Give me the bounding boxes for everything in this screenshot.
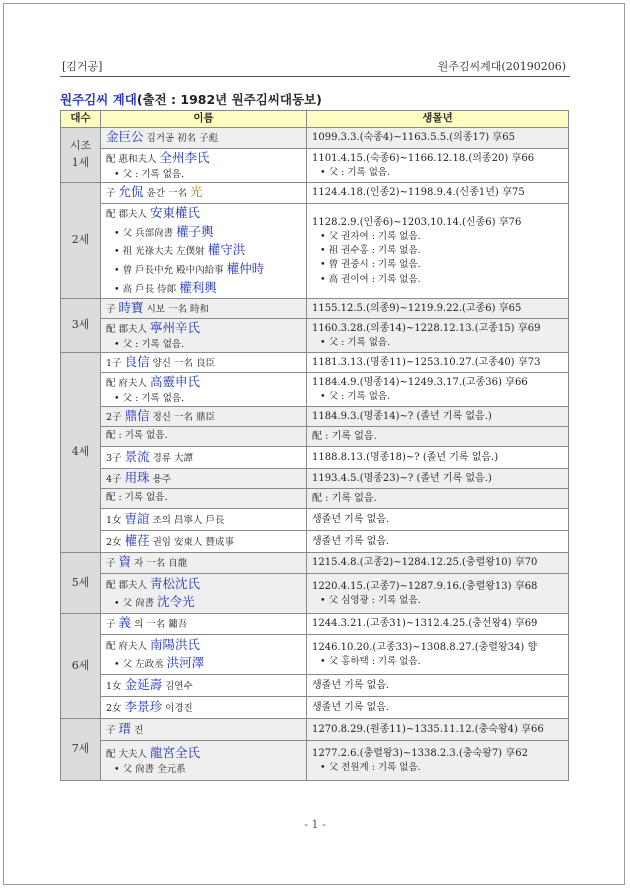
col-header-name: 이름 (101, 111, 307, 128)
table-row (61, 372, 569, 406)
table-row (61, 318, 569, 352)
person-name: 龍宮全氏 (150, 744, 201, 760)
life-cell: 1184.9.3.(명종14)~? (졸년 기록 없음.) (307, 406, 569, 426)
person-name: 寧州辛氏 (150, 319, 201, 335)
name-cell: 1女 金延壽 김연수 (101, 674, 307, 696)
life-cell: 1270.8.29.(원종11)~1335.11.12.(충숙왕4) 享66 (307, 718, 569, 740)
table-row (61, 674, 569, 696)
life-cell: 1155.12.5.(의종9)~1219.9.22.(고종6) 享65 (307, 298, 569, 318)
person-name: 用珠 (124, 469, 150, 485)
name-cell: 3子 景流 경류 大譚 (101, 446, 307, 468)
table-row (61, 740, 569, 780)
header-left: [김거공] (62, 60, 103, 73)
person-name: 義 (118, 615, 132, 631)
name-cell: 子 資 자 一名 自龍 (101, 552, 307, 573)
person-name: 鼎信 (124, 407, 150, 423)
name-cell: 子 允侃 윤간 一名 光 (101, 182, 307, 203)
table-row (61, 203, 569, 298)
name-cell: 配 大夫人 龍宮全氏 • 父 尙書 全元系 (101, 740, 307, 780)
person-name: 瑨 (118, 720, 132, 736)
life-cell: 1244.3.21.(고종31)~1312.4.25.(충선왕4) 享69 (307, 613, 569, 634)
name-cell: 1女 曺誼 조의 昌寧人 戶長 (101, 508, 307, 530)
life-cell: 1193.4.5.(명종23)~? (졸년 기록 없음.) (307, 468, 569, 488)
table-row (61, 406, 569, 426)
name-cell: 金巨公 김거공 初名 子彪 (101, 127, 307, 148)
life-cell: 생졸년 기록 없음. (307, 696, 569, 718)
person-name: 靑松沈氏 (150, 575, 201, 591)
title-main: 원주김씨 계대 (60, 92, 137, 107)
gen-cell-5: 5세 (61, 552, 101, 613)
life-cell: 1220.4.15.(고종7)~1287.9.16.(충렬왕13) 享68 • 父 심영광 : 기록 없음. (307, 573, 569, 613)
table-row (61, 468, 569, 488)
life-cell: 1188.8.13.(명종18)~? (졸년 기록 없음.) (307, 446, 569, 468)
table-row (61, 352, 569, 372)
name-cell: 2子 鼎信 정신 一名 鼎臣 (101, 406, 307, 426)
person-name: 高靈申氏 (150, 373, 201, 389)
name-cell: 配 府夫人 南陽洪氏 • 父 左政丞 洪河澤 (101, 634, 307, 674)
col-header-life: 생몰년 (307, 111, 569, 128)
table-row (61, 508, 569, 530)
table-row (61, 488, 569, 508)
document-title (60, 90, 322, 108)
person-name: 安東權氏 (150, 204, 201, 220)
life-cell: 1184.4.9.(명종14)~1249.3.17.(고종36) 享66 • 父 : 기록 없음. (307, 372, 569, 406)
table-row (61, 613, 569, 634)
life-cell: 생졸년 기록 없음. (307, 674, 569, 696)
table-row (61, 182, 569, 203)
table-row (61, 634, 569, 674)
name-cell: 配 : 기록 없음. (101, 426, 307, 446)
gen-cell-3: 3세 (61, 298, 101, 352)
name-cell: 配 惠和夫人 全州李氏 • 父 : 기록 없음. (101, 148, 307, 182)
name-cell: 2女 李景珍 이경진 (101, 696, 307, 718)
life-cell: 1124.4.18.(인종2)~1198.9.4.(신종1년) 享75 (307, 182, 569, 203)
name-cell: 1子 良信 양신 一名 良臣 (101, 352, 307, 372)
name-cell: 配 : 기록 없음. (101, 488, 307, 508)
life-cell: 配 : 기록 없음. (307, 488, 569, 508)
table-row (61, 148, 569, 182)
table-row (61, 446, 569, 468)
gen-cell-2: 2세 (61, 182, 101, 298)
life-cell: 1277.2.6.(충렬왕3)~1338.2.3.(충숙왕7) 享62 • 父 전원계 : 기록 없음. (307, 740, 569, 780)
name-cell: 子 瑨 진 (101, 718, 307, 740)
header-right: 원주김씨계대(20190206) (437, 60, 566, 73)
person-name: 良信 (124, 353, 150, 369)
name-cell: 配 府夫人 高靈申氏 • 父 : 기록 없음. (101, 372, 307, 406)
table-row (61, 298, 569, 318)
person-name: 李景珍 (124, 698, 163, 714)
person-name: 時寶 (118, 299, 144, 315)
table-row (61, 573, 569, 613)
life-cell: 1246.10.20.(고종33)~1308.8.27.(충렬왕34) 향 • 父 홍하택 : 기록 없음. (307, 634, 569, 674)
person-name: 權荏 (124, 532, 150, 548)
name-cell: 配 郡夫人 寧州辛氏 • 父 : 기록 없음. (101, 318, 307, 352)
gen-cell-1 (61, 127, 101, 182)
genealogy-table (60, 110, 569, 781)
table-row (61, 426, 569, 446)
gen-cell-6: 6세 (61, 613, 101, 718)
gen-cell-4: 4세 (61, 352, 101, 552)
title-source: (출전 : 1982년 원주김씨대동보) (136, 92, 322, 107)
life-cell: 1160.3.28.(의종14)~1228.12.13.(고종15) 享69 • 父 : 기록 없음. (307, 318, 569, 352)
table-row (61, 696, 569, 718)
page-number: - 1 - (304, 818, 326, 831)
life-cell: 1101.4.15.(숙종6)~1166.12.18.(의종20) 享66 • 父 : 기록 없음. (307, 148, 569, 182)
gen-cell-7: 7세 (61, 718, 101, 780)
person-name: 資 (118, 554, 132, 570)
life-cell: 생졸년 기록 없음. (307, 530, 569, 552)
col-header-gen: 대수 (61, 111, 101, 128)
table-row (61, 552, 569, 573)
life-cell: 配 : 기록 없음. (307, 426, 569, 446)
name-cell: 配 郡夫人 安東權氏 • 父 兵部尙書 權子輿 • 祖 光祿大夫 左僕射 權守洪 • 曾 戶長中允 殿中內給事 權仲時 • 高 戶長 侍郞 權利輿 (101, 203, 307, 298)
gen-label: 시조 (69, 139, 92, 153)
person-name: 景流 (124, 448, 150, 464)
person-name: 金延壽 (124, 676, 163, 692)
person-name: 全州李氏 (159, 149, 210, 165)
person-name: 允侃 (118, 184, 144, 200)
table-row (61, 127, 569, 148)
name-cell: 2女 權荏 권임 安東人 贊成事 (101, 530, 307, 552)
name-cell: 配 郡夫人 靑松沈氏 • 父 尙書 沈令光 (101, 573, 307, 613)
table-row (61, 530, 569, 552)
life-cell: 생졸년 기록 없음. (307, 508, 569, 530)
person-name: 曺誼 (124, 510, 150, 526)
life-cell: 1181.3.13.(명종11)~1253.10.27.(고종40) 享73 (307, 352, 569, 372)
table-row (61, 718, 569, 740)
name-cell: 子 時寶 시보 一名 時和 (101, 298, 307, 318)
person-name: 金巨公 (106, 129, 144, 145)
life-cell: 1099.3.3.(숙종4)~1163.5.5.(의종17) 享65 (307, 127, 569, 148)
header-divider (60, 76, 570, 77)
life-cell: 1128.2.9.(인종6)~1203.10.14.(신종6) 享76 • 父 권자여 : 기록 없음. • 祖 권수홍 : 기록 없음. • 曾 권중시 : 기록 없음. • 高 권이여 : 기록 없음. (307, 203, 569, 298)
person-name: 南陽洪氏 (150, 636, 201, 652)
name-cell: 子 義 의 一名 鏞吾 (101, 613, 307, 634)
life-cell: 1215.4.8.(고종2)~1284.12.25.(충렬왕10) 享70 (307, 552, 569, 573)
name-cell: 4子 用珠 용주 (101, 468, 307, 488)
gen-label: 1세 (71, 155, 90, 169)
